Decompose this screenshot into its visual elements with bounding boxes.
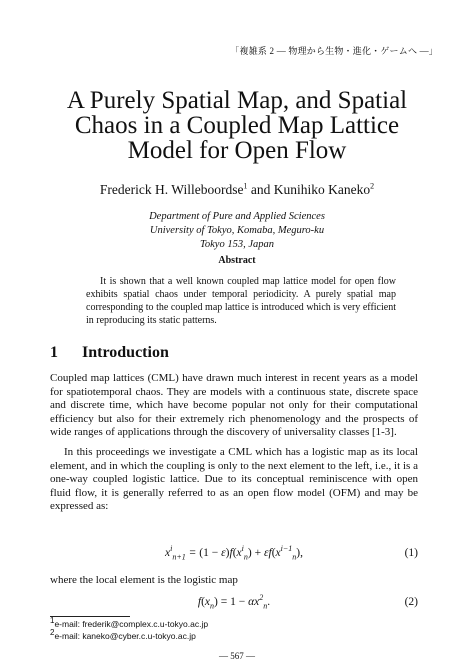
footnote-1: [50, 616, 209, 629]
author-1-footnote-mark: 1: [243, 181, 248, 191]
page-number: ― 567 ―: [219, 651, 255, 661]
paragraph-2: In this proceedings we investigate a CML which has a logistic map as its local element, and in which the coupling is only to the next element to the left, i.e., it is a one-way coupled logistic lattice. Due to its conceptual reminiscence with open fluid flow, it is generally referred to as an open flow model (OFM) and may be expressed as:: [50, 446, 418, 513]
abstract-heading: Abstract: [218, 255, 256, 266]
title-line-2: Chaos in a Coupled Map Lattice: [74, 112, 400, 139]
affiliation-line-3: Tokyo 153, Japan: [200, 239, 274, 250]
paper-title: [0, 88, 474, 163]
section-number: 1: [50, 344, 58, 361]
paragraph-1: Coupled map lattices (CML) have drawn much interest in recent years as a model for spatiotemporal chaos. They are models with a continuous state, discrete space and discrete time, which have become popular not only for their computational efficiency but also for their extremely rich phenomenology and the prospects of wide ranges of applications through the discovery of universality classes [1-3].: [50, 372, 418, 439]
equation-2-number: (2): [404, 596, 418, 608]
author-line: [0, 182, 474, 198]
footnote-2-text: e-mail: kaneko@cyber.c.u-tokyo.ac.jp: [54, 631, 196, 641]
affiliation-line-1: Department of Pure and Applied Sciences: [149, 211, 325, 222]
author-1: Frederick H. Willeboordse: [99, 182, 244, 197]
title-line-1: A Purely Spatial Map, and Spatial: [66, 87, 408, 114]
author-2-footnote-mark: 2: [370, 181, 375, 191]
abstract-body: It is shown that a well known coupled map lattice model for open flow exhibits spatial chaos under temporal periodicity. A purely spatial map corresponding to the coupled map lattice is introduced which is very efficient in reproducing its static patterns.: [86, 276, 396, 326]
running-head: 「複雑系 2 ― 物理から生物・進化・ゲームへ ―」: [230, 46, 438, 56]
section-heading: [50, 344, 169, 362]
equation-1-number: (1): [404, 547, 418, 559]
equation-connector-text: where the local element is the logistic map: [50, 574, 238, 586]
equation-1-expression: $x^i_{n+1} = (1 - \varepsilon)f(x^i_n) + \varepsilon f(x^{i-1}_n)$,: [165, 544, 303, 562]
affiliation: [0, 210, 474, 252]
footnote-2: [50, 628, 196, 641]
footnote-1-mark: 1: [50, 616, 55, 626]
equation-2-expression: $f(x_n) = 1 - \alpha x^2_n$.: [197, 593, 271, 611]
footnote-2-mark: 2: [50, 628, 55, 638]
footnote-rule: [50, 616, 130, 617]
footnote-1-text: e-mail: frederik@complex.c.u-tokyo.ac.jp: [54, 619, 209, 629]
author-connector: and: [247, 182, 274, 197]
affiliation-line-2: University of Tokyo, Komaba, Meguro-ku: [149, 225, 325, 236]
section-title: Introduction: [82, 344, 169, 361]
title-line-3: Model for Open Flow: [127, 137, 347, 164]
author-2: Kunihiko Kaneko: [273, 182, 371, 197]
